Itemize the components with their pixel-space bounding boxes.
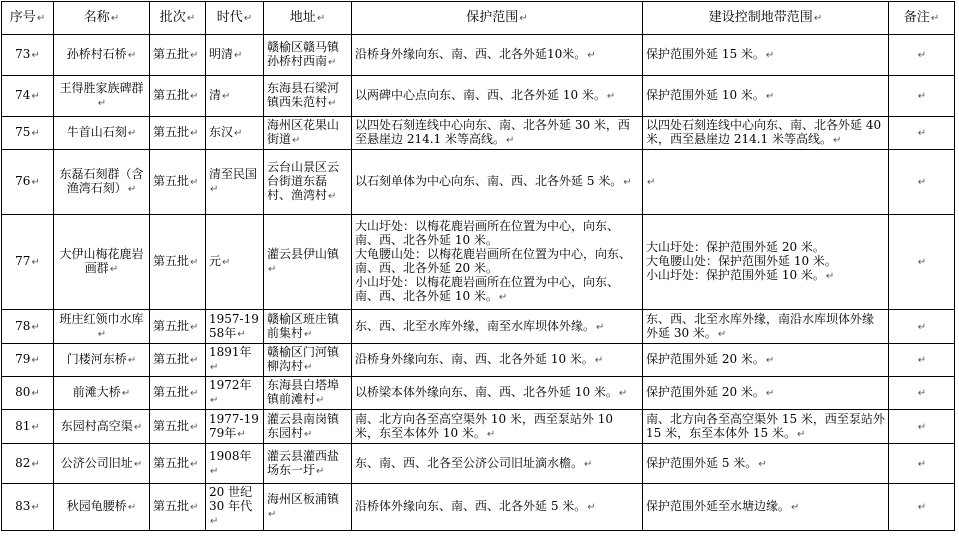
cell-control [643, 344, 889, 377]
paragraph-mark-icon: ↵ [127, 184, 137, 195]
cell-era-text: 1972年 [209, 378, 252, 392]
cell-protection [352, 410, 643, 444]
cell-era-text: 1908年 [209, 448, 252, 463]
cell-note [889, 117, 955, 150]
paragraph-mark-icon: ↵ [596, 321, 605, 333]
paragraph-mark-icon: ↵ [505, 135, 515, 146]
cell-no [2, 344, 54, 377]
table-row [2, 484, 955, 531]
paragraph-mark-icon: ↵ [31, 388, 40, 399]
cell-control-text: 小山圩处：保护范围外延 10 米。 [646, 268, 825, 282]
cell-protection [352, 444, 643, 484]
cell-control-text: 保护范围外延 15 米。 [646, 47, 765, 61]
cell-era [206, 117, 264, 150]
cell-protection-text: 南、北方向各至高空渠外 10 米，西至泵站外 10 米，东至本体外 10 米。 [355, 411, 613, 440]
cell-era [206, 76, 264, 117]
paragraph-mark-icon: ↵ [917, 421, 927, 433]
paragraph-mark-icon: ↵ [190, 50, 199, 61]
paragraph-mark-icon: ↵ [917, 91, 927, 102]
cell-control-text: 保护范围外延 5 米。 [646, 455, 758, 470]
paragraph-mark-icon: ↵ [832, 135, 842, 146]
paragraph-mark-icon: ↵ [917, 177, 927, 188]
paragraph-mark-icon: ↵ [127, 128, 137, 139]
cell-protection-text: 东、西、北至水库外缘，南至水库坝体外缘。 [355, 318, 596, 333]
cell-name [54, 215, 150, 310]
cell-name-text: 班庄红领巾水库 [59, 311, 144, 326]
paragraph-mark-icon: ↵ [133, 421, 143, 433]
cell-no-text: 80 [15, 385, 31, 399]
paragraph-mark-icon: ↵ [31, 257, 40, 268]
cell-control [643, 310, 889, 344]
cell-batch-text: 第五批 [153, 88, 190, 102]
paragraph-mark-icon: ↵ [31, 50, 40, 61]
cell-batch [150, 484, 206, 531]
cell-batch [150, 377, 206, 410]
cell-no-text: 74 [15, 88, 31, 102]
cell-address [264, 215, 352, 310]
paragraph-mark-icon: ↵ [210, 184, 219, 195]
paragraph-mark-icon: ↵ [190, 421, 199, 433]
cell-control-text: 保护范围外延 10 米。 [646, 88, 765, 102]
paragraph-mark-icon: ↵ [917, 321, 927, 333]
cell-no-text: 83 [15, 499, 31, 513]
cell-protection-text: 大龟腰山处：以梅花鹿岩画所在位置为中心，向东、南、西、北各外延 20 米。 [355, 247, 632, 275]
table-row [2, 344, 955, 377]
paragraph-mark-icon: ↵ [765, 388, 775, 399]
paragraph-mark-icon: ↵ [31, 421, 40, 433]
cell-era-text: 1891年 [209, 345, 252, 359]
cell-no [2, 35, 54, 76]
cell-no [2, 117, 54, 150]
cell-control-text: 南、北方向各至高空渠外 15 米，西至泵站外 15 米，东至本体外 15 米。 [646, 411, 885, 440]
cell-no [2, 310, 54, 344]
paragraph-mark-icon: ↵ [917, 502, 927, 513]
paragraph-mark-icon: ↵ [109, 264, 119, 275]
paragraph-mark-icon: ↵ [190, 388, 199, 399]
cell-note [889, 215, 955, 310]
paragraph-mark-icon: ↵ [606, 91, 616, 102]
cell-protection-text: 以四处石刻连线中心向东、南、北各外延 30 米，西至悬崖边 214.1 米等高线。 [355, 118, 630, 146]
cell-era-text: 明清 [209, 47, 234, 61]
cell-era [206, 344, 264, 377]
paragraph-mark-icon: ↵ [304, 328, 313, 340]
cell-protection [352, 377, 643, 410]
paragraph-mark-icon: ↵ [234, 128, 243, 139]
cell-control [643, 150, 889, 215]
paragraph-mark-icon: ↵ [717, 328, 727, 340]
cell-address [264, 150, 352, 215]
cell-name [54, 150, 150, 215]
cell-note [889, 310, 955, 344]
cell-era [206, 215, 264, 310]
cell-protection-text: 以两碑中心点向东、南、西、北各外延 10 米。 [355, 88, 606, 102]
cell-note [889, 484, 955, 531]
paragraph-mark-icon: ↵ [268, 264, 277, 275]
cell-address [264, 484, 352, 531]
cell-protection [352, 35, 643, 76]
cell-batch [150, 76, 206, 117]
cell-name-text: 东园村高空渠 [60, 418, 133, 433]
cell-batch-text: 第五批 [153, 418, 190, 433]
header-protection: 保护范围↵ [352, 2, 643, 35]
cell-no [2, 377, 54, 410]
cell-no [2, 76, 54, 117]
header-note: 备注↵ [889, 2, 955, 35]
cell-note [889, 76, 955, 117]
paragraph-mark-icon: ↵ [587, 50, 596, 61]
cell-batch [150, 35, 206, 76]
cell-address [264, 344, 352, 377]
paragraph-mark-icon: ↵ [31, 128, 40, 139]
cell-name-text: 大伊山梅花鹿岩画群 [59, 247, 144, 275]
cell-no-text: 81 [15, 418, 31, 433]
paragraph-mark-icon: ↵ [587, 502, 596, 513]
paragraph-mark-icon: ↵ [127, 502, 137, 513]
cell-era-text: 1977-1979年 [209, 411, 259, 440]
cell-name-text: 门楼河东桥 [66, 352, 127, 366]
cell-era-text: 东汉 [209, 125, 234, 139]
paragraph-mark-icon: ↵ [328, 98, 337, 109]
cell-era [206, 150, 264, 215]
paragraph-mark-icon: ↵ [304, 362, 313, 373]
cell-address [264, 117, 352, 150]
cell-batch-text: 第五批 [153, 499, 190, 513]
cell-address-text: 赣榆区班庄镇前集村 [267, 311, 340, 340]
paragraph-mark-icon: ↵ [292, 135, 301, 146]
cell-batch [150, 215, 206, 310]
paragraph-mark-icon: ↵ [97, 328, 107, 340]
cell-control [643, 484, 889, 531]
paragraph-mark-icon: ↵ [31, 321, 40, 333]
paragraph-mark-icon: ↵ [133, 458, 143, 470]
cell-batch-text: 第五批 [153, 385, 190, 399]
paragraph-mark-icon: ↵ [765, 50, 775, 61]
cell-batch-text: 第五批 [153, 125, 190, 139]
cell-protection-text: 沿桥身外缘向东、南、西、北各外延10米。 [355, 47, 587, 61]
heritage-table [1, 1, 955, 531]
cell-control [643, 377, 889, 410]
paragraph-mark-icon: ↵ [121, 388, 131, 399]
cell-era [206, 410, 264, 444]
cell-name [54, 344, 150, 377]
paragraph-mark-icon: ↵ [237, 328, 246, 340]
cell-name [54, 76, 150, 117]
cell-address-text: 赣榆区赣马镇孙桥村西南 [267, 40, 340, 68]
paragraph-mark-icon: ↵ [190, 91, 199, 102]
paragraph-mark-icon: ↵ [917, 50, 927, 61]
cell-no-text: 77 [15, 254, 31, 268]
cell-era [206, 377, 264, 410]
paragraph-mark-icon: ↵ [917, 257, 927, 268]
cell-no-text: 76 [15, 174, 31, 188]
cell-control [643, 444, 889, 484]
paragraph-mark-icon: ↵ [486, 428, 496, 440]
paragraph-mark-icon: ↵ [328, 57, 337, 68]
cell-era [206, 35, 264, 76]
cell-no-text: 82 [15, 455, 31, 470]
cell-name-text: 王得胜家族碑群 [59, 81, 144, 95]
cell-name [54, 117, 150, 150]
cell-address-text: 赣榆区门河镇柳沟村 [267, 345, 340, 373]
table-row [2, 117, 955, 150]
cell-protection-text: 小山圩处：以梅花鹿岩画所在位置为中心，向东、南、西、北各外延 10 米。 [355, 275, 620, 303]
cell-no-text: 78 [15, 318, 31, 333]
cell-protection [352, 344, 643, 377]
cell-note [889, 444, 955, 484]
cell-era [206, 484, 264, 531]
cell-control [643, 117, 889, 150]
header-era: 时代↵ [206, 2, 264, 35]
cell-control [643, 410, 889, 444]
paragraph-mark-icon: ↵ [825, 271, 835, 282]
paragraph-mark-icon: ↵ [31, 177, 40, 188]
paragraph-mark-icon: ↵ [584, 458, 593, 470]
paragraph-mark-icon: ↵ [210, 465, 219, 477]
cell-protection-text: 沿桥身外缘向东、南、西、北各外延 10 米。 [355, 352, 594, 366]
cell-address [264, 377, 352, 410]
paragraph-mark-icon: ↵ [97, 98, 107, 109]
cell-control-text: 东、西、北至水库外缘，南沿水库坝体外缘外延 30 米。 [646, 311, 875, 340]
paragraph-mark-icon: ↵ [222, 257, 231, 268]
paragraph-mark-icon: ↵ [498, 292, 508, 303]
cell-no [2, 444, 54, 484]
cell-address-text: 灌云县伊山镇 [267, 247, 340, 261]
cell-address [264, 444, 352, 484]
cell-address-text: 云台山景区云台街道东磊村、渔湾村 [267, 160, 340, 202]
cell-name [54, 444, 150, 484]
cell-control-text: 保护范围外延 20 米。 [646, 385, 765, 399]
cell-batch-text: 第五批 [153, 174, 190, 188]
cell-batch-text: 第五批 [153, 254, 190, 268]
cell-era-text: 清 [209, 88, 222, 102]
header-batch: 批次↵ [150, 2, 206, 35]
cell-control-text: 保护范围外延 20 米。 [646, 352, 765, 366]
paragraph-mark-icon: ↵ [222, 91, 231, 102]
cell-name-text: 孙桥村石桥 [66, 47, 127, 61]
cell-no [2, 215, 54, 310]
cell-no [2, 410, 54, 444]
cell-address [264, 310, 352, 344]
header-row [2, 2, 955, 35]
paragraph-mark-icon: ↵ [316, 465, 325, 477]
cell-era-text: 清至民国 [209, 167, 258, 181]
cell-address-text: 东海县石梁河镇西朱范村 [267, 81, 340, 109]
cell-control-text: 大山圩处：保护范围外延 20 米。 [646, 240, 825, 254]
paragraph-mark-icon: ↵ [917, 388, 927, 399]
table-row [2, 410, 955, 444]
cell-protection-text: 大山圩处：以梅花鹿岩画所在位置为中心，向东、南、西、北各外延 10 米。 [355, 219, 620, 247]
cell-protection-text: 以石刻单体为中心向东、南、西、北各外延 5 米。 [355, 174, 623, 188]
paragraph-mark-icon: ↵ [190, 458, 199, 470]
cell-control-text: 大龟腰山处：保护范围外延 10 米。 [646, 254, 837, 268]
cell-era-text: 1957-1958年 [209, 311, 259, 340]
cell-batch [150, 310, 206, 344]
paragraph-mark-icon: ↵ [190, 257, 199, 268]
cell-protection-text: 以桥梁本体外缘向东、南、西、北各外延 10 米。 [355, 385, 618, 399]
cell-address-text: 海州区花果山街道 [267, 118, 340, 146]
paragraph-mark-icon: ↵ [31, 502, 40, 513]
cell-era-text: 元 [209, 254, 222, 268]
paragraph-mark-icon: ↵ [623, 177, 632, 188]
cell-name-text: 前滩大桥 [72, 385, 121, 399]
table-body [2, 35, 955, 531]
table-row [2, 150, 955, 215]
cell-name-text: 牛首山石刻 [66, 125, 127, 139]
cell-protection [352, 117, 643, 150]
header-name: 名称↵ [54, 2, 150, 35]
table-row [2, 215, 955, 310]
cell-name-text: 东磊石刻群（含渔湾石刻） [59, 167, 144, 195]
cell-name [54, 410, 150, 444]
cell-protection-text: 沿桥体外缘向东、南、西、北各外延 5 米。 [355, 499, 587, 513]
cell-address-text: 灌云县南岗镇东园村 [267, 411, 340, 440]
cell-batch [150, 117, 206, 150]
paragraph-mark-icon: ↵ [190, 128, 199, 139]
paragraph-mark-icon: ↵ [917, 128, 927, 139]
header-no: 序号↵ [2, 2, 54, 35]
cell-no-text: 75 [15, 125, 31, 139]
paragraph-mark-icon: ↵ [190, 502, 199, 513]
cell-era [206, 444, 264, 484]
paragraph-mark-icon: ↵ [304, 428, 313, 440]
cell-protection [352, 484, 643, 531]
paragraph-mark-icon: ↵ [31, 458, 40, 470]
paragraph-mark-icon: ↵ [594, 355, 604, 366]
header-address: 地址↵ [264, 2, 352, 35]
cell-address [264, 410, 352, 444]
cell-address-text: 海州区板浦镇 [267, 492, 340, 506]
cell-name [54, 35, 150, 76]
paragraph-mark-icon: ↵ [618, 388, 628, 399]
cell-batch-text: 第五批 [153, 455, 190, 470]
paragraph-mark-icon: ↵ [210, 362, 219, 373]
cell-control [643, 76, 889, 117]
cell-no-text: 73 [15, 47, 31, 61]
cell-note [889, 35, 955, 76]
table-row [2, 444, 955, 484]
cell-control-text: 以四处石刻连线中心向东、南、北各外延 40 米，西至悬崖边 214.1 米等高线。 [646, 118, 882, 146]
paragraph-mark-icon: ↵ [765, 355, 775, 366]
cell-protection [352, 215, 643, 310]
cell-address-text: 东海县白塔埠镇前滩村 [267, 378, 340, 406]
paragraph-mark-icon: ↵ [190, 177, 199, 188]
cell-note [889, 344, 955, 377]
paragraph-mark-icon: ↵ [647, 177, 656, 188]
cell-batch-text: 第五批 [153, 318, 190, 333]
cell-address [264, 35, 352, 76]
table-row [2, 377, 955, 410]
paragraph-mark-icon: ↵ [127, 355, 137, 366]
cell-protection [352, 76, 643, 117]
cell-control-text: 保护范围外延至水塘边缘。 [646, 499, 791, 513]
cell-protection-text: 东、南、西、北各至公济公司旧址滴水檐。 [355, 455, 584, 470]
cell-name [54, 310, 150, 344]
paragraph-mark-icon: ↵ [210, 395, 219, 406]
paragraph-mark-icon: ↵ [917, 355, 927, 366]
paragraph-mark-icon: ↵ [765, 91, 775, 102]
cell-address-text: 灌云县灌西盐场东一圩 [267, 448, 340, 477]
cell-era [206, 310, 264, 344]
cell-batch [150, 344, 206, 377]
paragraph-mark-icon: ↵ [328, 191, 337, 202]
cell-address [264, 76, 352, 117]
cell-batch-text: 第五批 [153, 352, 190, 366]
paragraph-mark-icon: ↵ [758, 458, 767, 470]
paragraph-mark-icon: ↵ [190, 355, 199, 366]
table-row [2, 76, 955, 117]
cell-protection [352, 310, 643, 344]
cell-note [889, 377, 955, 410]
paragraph-mark-icon: ↵ [917, 458, 927, 470]
paragraph-mark-icon: ↵ [190, 321, 199, 333]
cell-era-text: 20 世纪 30 年代 [209, 485, 253, 513]
cell-no [2, 150, 54, 215]
cell-no [2, 484, 54, 531]
cell-batch [150, 150, 206, 215]
paragraph-mark-icon: ↵ [210, 516, 219, 527]
cell-name [54, 484, 150, 531]
paragraph-mark-icon: ↵ [316, 395, 325, 406]
cell-batch [150, 444, 206, 484]
paragraph-mark-icon: ↵ [796, 428, 806, 440]
cell-control [643, 35, 889, 76]
cell-no-text: 79 [15, 352, 31, 366]
paragraph-mark-icon: ↵ [268, 509, 277, 520]
paragraph-mark-icon: ↵ [127, 50, 137, 61]
paragraph-mark-icon: ↵ [31, 91, 40, 102]
cell-note [889, 150, 955, 215]
cell-batch [150, 410, 206, 444]
cell-control [643, 215, 889, 310]
paragraph-mark-icon: ↵ [237, 428, 246, 440]
paragraph-mark-icon: ↵ [234, 50, 243, 61]
cell-protection [352, 150, 643, 215]
paragraph-mark-icon: ↵ [31, 355, 40, 366]
table-row [2, 35, 955, 76]
cell-name-text: 公济公司旧址 [60, 455, 133, 470]
header-control: 建设控制地带范围↵ [643, 2, 889, 35]
cell-name-text: 秋园龟腰桥 [66, 499, 127, 513]
cell-name [54, 377, 150, 410]
cell-batch-text: 第五批 [153, 47, 190, 61]
table-row [2, 310, 955, 344]
cell-note [889, 410, 955, 444]
paragraph-mark-icon: ↵ [791, 502, 800, 513]
